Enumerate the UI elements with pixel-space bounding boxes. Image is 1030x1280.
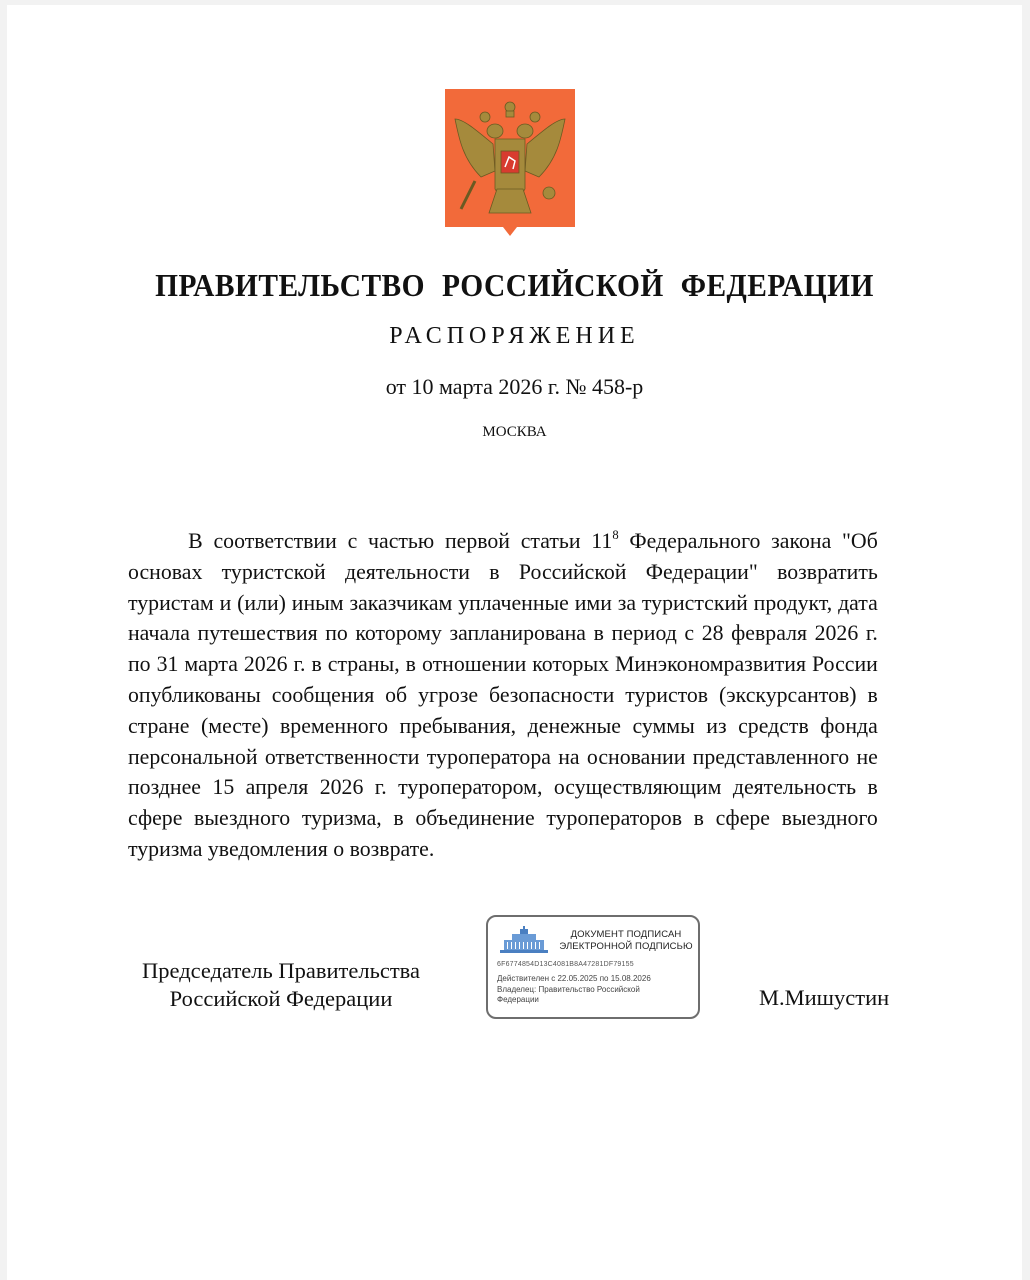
- article-superscript: 8: [612, 527, 619, 542]
- signer-position-line2: Российской Федерации: [169, 986, 393, 1011]
- signer-position: [121, 957, 441, 1013]
- stamp-validity: Действителен с 22.05.2025 по 15.08.2026: [497, 974, 651, 983]
- signer-name: М.Мишустин: [759, 985, 890, 1010]
- stamp-heading: [558, 929, 694, 953]
- government-building-icon: [498, 926, 550, 954]
- body-text-part1: В соответствии с частью первой статьи 11: [188, 528, 613, 553]
- document-date-number: от 10 марта 2026 г. № 458-р: [385, 374, 644, 399]
- body-text-part2: Федерального закона "Об основах туристской деятельности в Российской Федерации" возвратить туристам и (или) иным заказчикам уплаченные ими за туристский продукт, дата начала путешествия по которому запланирована в период с 28 февраля 2026 г. по 31 марта 2026 г. в страны, в отношении которых Минэкономразвития России опубликованы сообщения об угрозе безопасности туристов (экскурсантов) в стране (месте) временного пребывания, денежные суммы из средств фонда персональной ответственности туроператора на основании представленного не позднее 15 апреля 2026 г. туроператором, осуществляющим деятельность в сфере выездного туризма, в объединение туроператоров в сфере выездного туризма уведомления о возврате.: [128, 528, 878, 861]
- issuer-title: ПРАВИТЕЛЬСТВО РОССИЙСКОЙ ФЕДЕРАЦИИ: [155, 267, 874, 303]
- document-page: [7, 5, 1022, 1280]
- stamp-heading-line1: ДОКУМЕНТ ПОДПИСАН: [570, 929, 682, 940]
- stamp-owner-line2: Федерации: [497, 995, 539, 1004]
- stamp-certificate-id: 6F6774854D13C4081B8A47281DF79155: [497, 961, 634, 968]
- e-signature-stamp: [486, 915, 700, 1019]
- document-body: [128, 526, 878, 865]
- document-city: МОСКВА: [482, 424, 547, 440]
- russian-coat-of-arms-icon: [445, 89, 575, 239]
- stamp-owner: [497, 985, 667, 1005]
- signer-position-line1: Председатель Правительства: [142, 958, 420, 983]
- document-type: РАСПОРЯЖЕНИЕ: [389, 323, 640, 349]
- stamp-heading-line2: ЭЛЕКТРОННОЙ ПОДПИСЬЮ: [559, 941, 693, 952]
- stamp-owner-line1: Владелец: Правительство Российской: [497, 985, 640, 994]
